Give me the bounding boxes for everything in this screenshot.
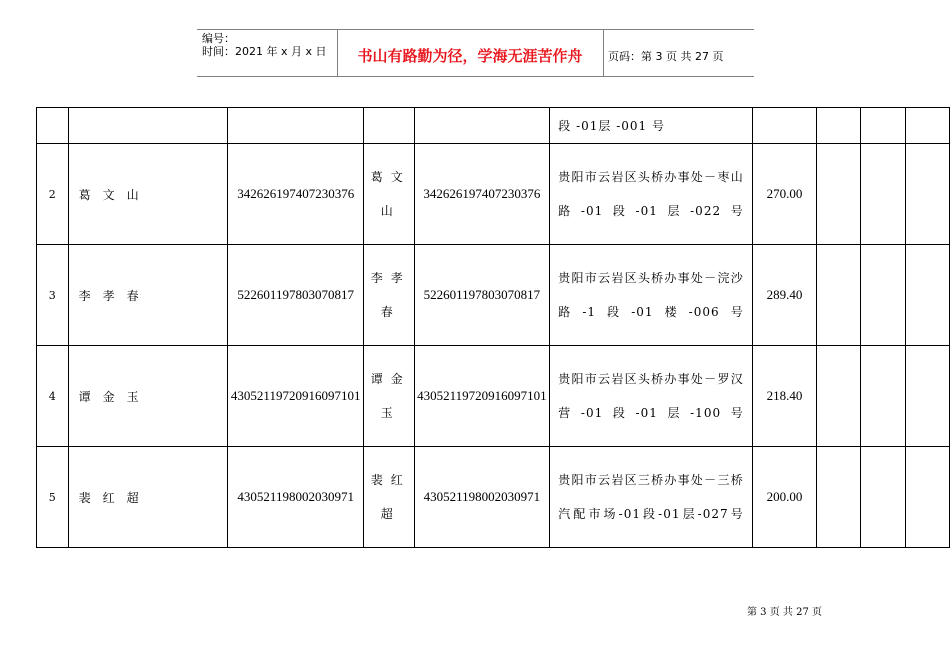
- heir-cell: 谭金玉: [364, 346, 415, 447]
- id-cell: 430521198002030971: [228, 447, 364, 548]
- heir-id-cell: 522601197803070817: [414, 245, 550, 346]
- no-cell: [37, 108, 69, 144]
- no-cell: 5: [37, 447, 69, 548]
- header-motto: 书山有路勤为径，学海无涯苦作舟: [357, 47, 583, 65]
- address-cell: 贵阳市云岩区三桥办事处－三桥汽配市场-01段-01层-027号: [550, 447, 752, 548]
- header-time-label: 时间：2021 年 x 月 x 日: [202, 45, 327, 58]
- amount-cell: 270.00: [752, 144, 817, 245]
- header-page-info: 页码：第 3 页 共 27 页: [608, 50, 724, 63]
- header-number-label: 编号：: [202, 32, 235, 45]
- table-row: [37, 245, 950, 346]
- heir-cell: 葛文山: [364, 144, 415, 245]
- name-cell: 谭金玉: [68, 346, 228, 447]
- id-cell: 43052119720916097101: [228, 346, 364, 447]
- amount-cell: 200.00: [752, 447, 817, 548]
- page-header: [197, 29, 754, 77]
- amount-cell: 289.40: [752, 245, 817, 346]
- blank-cell: [817, 447, 861, 548]
- name-cell: 裴红超: [68, 447, 228, 548]
- table-row: [37, 447, 950, 548]
- id-cell: 522601197803070817: [228, 245, 364, 346]
- blank-cell: [861, 346, 905, 447]
- blank-cell: [905, 245, 949, 346]
- blank-cell: [817, 144, 861, 245]
- no-cell: 3: [37, 245, 69, 346]
- heir-id-cell: 342626197407230376: [414, 144, 550, 245]
- heir-id-cell: 430521198002030971: [414, 447, 550, 548]
- address-cell: 段 -01层 -001 号: [550, 108, 752, 144]
- header-divider: [603, 30, 604, 76]
- heir-cell: 李孝春: [364, 245, 415, 346]
- address-cell: 贵阳市云岩区头桥办事处－浣沙路-1段-01楼-006号: [550, 245, 752, 346]
- blank-cell: [861, 245, 905, 346]
- blank-cell: [905, 108, 949, 144]
- table-row: [37, 108, 950, 144]
- heir-cell: [364, 108, 415, 144]
- blank-cell: [817, 245, 861, 346]
- address-cell: 贵阳市云岩区头桥办事处－枣山路-01段-01层-022号: [550, 144, 752, 245]
- blank-cell: [905, 346, 949, 447]
- page-footer: 第 3 页 共 27 页: [747, 607, 822, 618]
- blank-cell: [905, 144, 949, 245]
- data-table: [36, 107, 950, 548]
- address-cell: 贵阳市云岩区头桥办事处－罗汉营-01段-01层-100号: [550, 346, 752, 447]
- amount-cell: 218.40: [752, 346, 817, 447]
- table-row: [37, 144, 950, 245]
- blank-cell: [861, 108, 905, 144]
- blank-cell: [861, 144, 905, 245]
- name-cell: 李孝春: [68, 245, 228, 346]
- id-cell: [228, 108, 364, 144]
- name-cell: [68, 108, 228, 144]
- heir-id-cell: 43052119720916097101: [414, 346, 550, 447]
- id-cell: 342626197407230376: [228, 144, 364, 245]
- heir-cell: 裴红超: [364, 447, 415, 548]
- blank-cell: [817, 346, 861, 447]
- no-cell: 4: [37, 346, 69, 447]
- heir-id-cell: [414, 108, 550, 144]
- name-cell: 葛文山: [68, 144, 228, 245]
- table-row: [37, 346, 950, 447]
- blank-cell: [817, 108, 861, 144]
- blank-cell: [905, 447, 949, 548]
- amount-cell: [752, 108, 817, 144]
- no-cell: 2: [37, 144, 69, 245]
- blank-cell: [861, 447, 905, 548]
